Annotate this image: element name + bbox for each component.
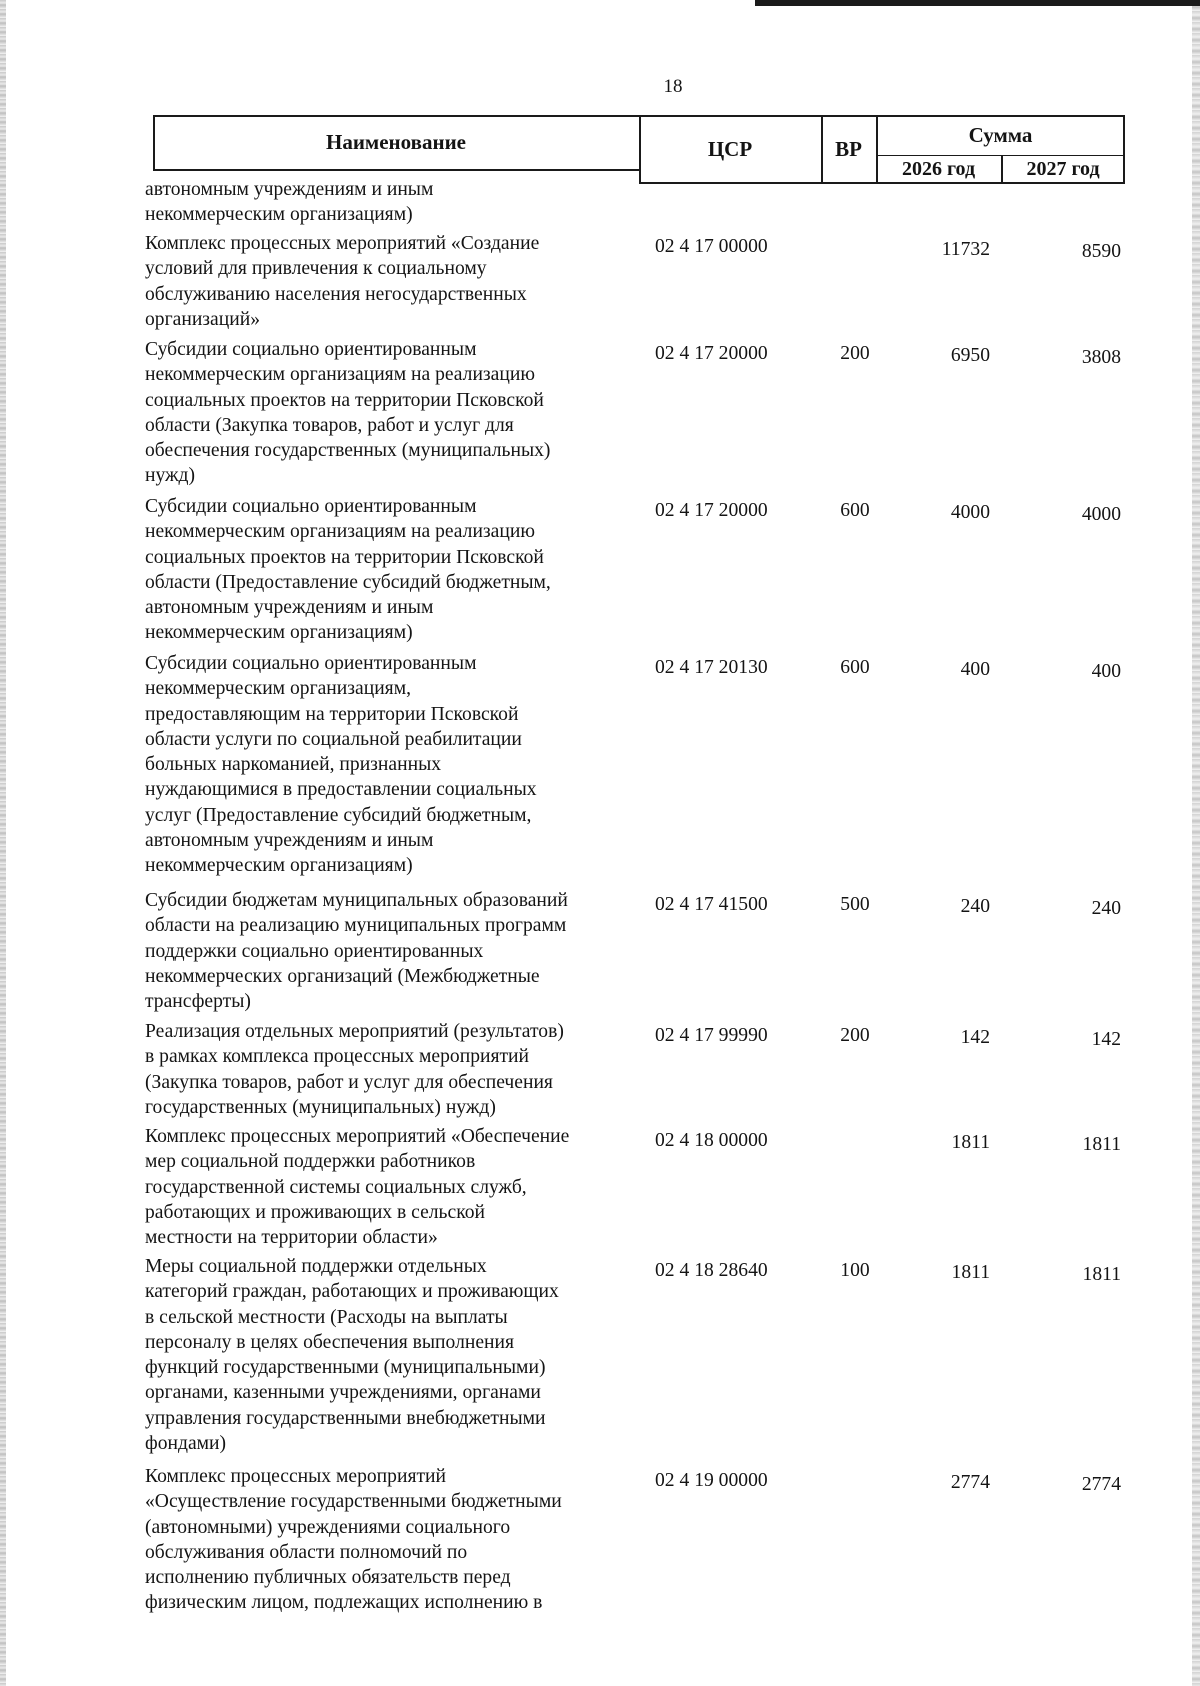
row-sum-2026: 142	[960, 1027, 990, 1048]
row-sum-2027: 1811	[1082, 1264, 1121, 1285]
row-sum-2026: 400	[960, 659, 990, 680]
header-vr: ВР	[835, 137, 862, 161]
row-sum-2027: 142	[1091, 1029, 1121, 1050]
row-sum-2026: 6950	[950, 345, 990, 366]
row-csr: 02 4 17 20000	[655, 343, 768, 364]
row-sum-2026: 2774	[950, 1472, 990, 1493]
row-sum-2027: 3808	[1081, 347, 1121, 368]
row-name: Меры социальной поддержки отдельных категорий граждан, работающих и проживающих в сельской местности (Расходы на выплаты персоналу в целях обеспечения выполнения функций государственными (муниципальными) органами, казенными учреждениями, органами управления государственными внебюджетными фондами)	[145, 1256, 559, 1455]
header-year-2027: 2027 год	[1026, 158, 1100, 180]
row-csr: 02 4 17 20000	[655, 500, 768, 521]
row-name: Субсидии социально ориентированным некоммерческим организациям на реализацию социальных проектов на территории Псковской области (Закупка товаров, работ и услуг для обеспечения государственных (муниципальных) нужд)	[145, 339, 551, 487]
page-number: 18	[663, 76, 683, 97]
row-csr: 02 4 19 00000	[655, 1470, 768, 1491]
row-sum-2026: 4000	[950, 502, 990, 523]
row-csr: 02 4 17 20130	[655, 657, 768, 678]
row-csr: 02 4 18 00000	[655, 1130, 768, 1151]
row-vr: 600	[840, 500, 870, 521]
row-csr: 02 4 18 28640	[655, 1260, 768, 1281]
row-sum-2027: 1811	[1082, 1134, 1121, 1155]
row-sum-2027: 400	[1091, 661, 1121, 682]
row-vr: 100	[840, 1260, 870, 1281]
row-name: Реализация отдельных мероприятий (результатов) в рамках комплекса процессных мероприятий (Закупка товаров, работ и услуг для обеспечения государственных (муниципальных) нужд)	[145, 1021, 564, 1118]
row-sum-2027: 240	[1091, 898, 1121, 919]
row-sum-2026: 1811	[951, 1262, 990, 1283]
header-sum: Сумма	[968, 122, 1033, 147]
row-csr: 02 4 17 99990	[655, 1025, 768, 1046]
header-year-2026: 2026 год	[901, 158, 976, 180]
row-vr: 500	[840, 894, 870, 915]
header-csr: ЦСР	[707, 137, 753, 161]
row-name: автономным учреждениям и иным некоммерческим организациям)	[145, 179, 434, 226]
row-name: Комплекс процессных мероприятий «Обеспечение мер социальной поддержки работников государственной системы социальных служб, работающих и проживающих в сельской местности на территории области»	[145, 1126, 570, 1249]
row-vr: 200	[840, 343, 870, 364]
row-sum-2027: 8590	[1081, 241, 1121, 262]
header-name: Наименование	[326, 129, 466, 154]
row-vr: 600	[840, 657, 870, 678]
row-sum-2027: 2774	[1081, 1474, 1121, 1495]
row-sum-2026: 11732	[941, 239, 990, 260]
row-name: Субсидии социально ориентированным некоммерческим организациям на реализацию социальных проектов на территории Псковской области (Предоставление субсидий бюджетным, автономным учреждениям и иным некоммерческим организациям)	[145, 496, 551, 644]
row-sum-2027: 4000	[1081, 504, 1121, 525]
row-sum-2026: 1811	[951, 1132, 990, 1153]
row-vr: 200	[840, 1025, 870, 1046]
row-name: Субсидии бюджетам муниципальных образований области на реализацию муниципальных программ поддержки социально ориентированных некоммерческих организаций (Межбюджетные трансферты)	[145, 890, 568, 1013]
row-name: Комплекс процессных мероприятий «Осуществление государственными бюджетными (автономными) учреждениями социального обслуживания области полномочий по исполнению публичных обязательств перед физическим лицом, подлежащих исполнению в	[145, 1466, 562, 1614]
row-csr: 02 4 17 41500	[655, 894, 768, 915]
row-name: Субсидии социально ориентированным некоммерческим организациям, предоставляющим на территории Псковской области услуги по социальной реабилитации больных наркоманией, признанных нуждающимися в предоставлении социальных услуг (Предоставление субсидий бюджетным, автономным учреждениям и иным некоммерческим организациям)	[145, 653, 537, 877]
row-name: Комплекс процессных мероприятий «Создание условий для привлечения к социальному обслуживанию населения негосударственных организаций»	[145, 233, 540, 330]
row-csr: 02 4 17 00000	[655, 236, 768, 257]
row-sum-2026: 240	[960, 896, 990, 917]
